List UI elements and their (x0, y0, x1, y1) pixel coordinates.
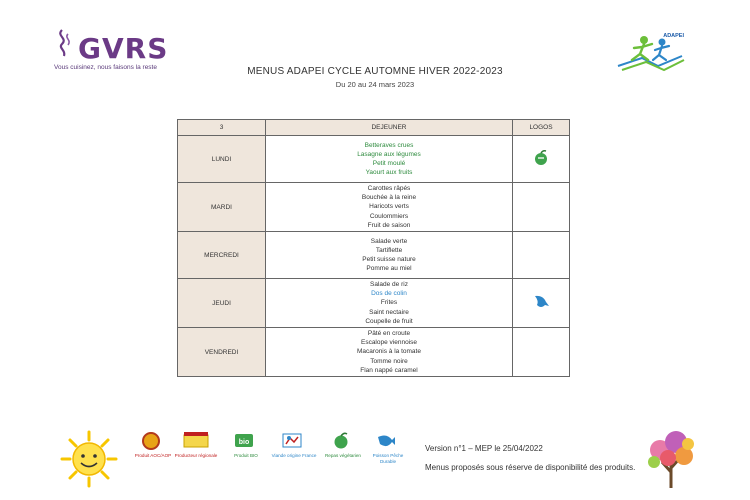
legend-france (271, 431, 317, 458)
dish-item: Salade verte (370, 237, 408, 245)
logo-cell (513, 183, 570, 232)
legend-vegetarian-label: Repas végétarien (324, 453, 361, 458)
dish-item: Betteraves crues (364, 141, 414, 149)
vegetarian-apple-icon (532, 162, 550, 169)
dish-item: Pâté en croute (367, 330, 411, 338)
bio-icon (233, 431, 255, 451)
page-title: MENUS ADAPEI CYCLE AUTOMNE HIVER 2022-2023 (247, 66, 503, 77)
logo-cell (513, 279, 570, 328)
dish-item: Haricots verts (369, 203, 409, 211)
legend-regional (174, 431, 218, 458)
dish-item: Carottes râpés (367, 185, 411, 192)
fish-icon (375, 431, 397, 451)
dish-item: Frites (380, 299, 398, 307)
steam-swirl-icon (54, 28, 76, 58)
legend-aop-label: Produit AOC/AOP (134, 453, 172, 458)
dish-list (266, 183, 513, 232)
legend-bio-label: Produit BIO (234, 453, 258, 458)
dish-item: Lasagne aux légumes (357, 150, 421, 158)
day-label: MARDI (178, 183, 266, 232)
partner-name: ADAPEI (663, 33, 684, 39)
legend-fish-label: Poisson Pêche Durable (372, 453, 404, 464)
availability-note: Menus proposés sous réserve de disponibilité des produits. (425, 463, 636, 472)
menu-row-lundi (178, 136, 570, 183)
autumn-tree-icon (642, 428, 700, 490)
legend-aop (134, 431, 172, 458)
svg-text:bio: bio (238, 439, 250, 446)
legend-regional-label: Producteur régionale (174, 453, 218, 458)
day-label: JEUDI (178, 279, 266, 328)
vegetarian-icon (330, 431, 352, 451)
brand-name: GVRS (78, 32, 169, 65)
france-meat-icon (281, 431, 303, 451)
brand-tagline: Vous cuisinez, nous faisons la reste (54, 64, 157, 71)
dish-item: Macaronis à la tomate (357, 348, 421, 356)
sun-icon (60, 430, 118, 488)
dish-item: Petit suisse nature (362, 256, 416, 264)
dish-item: Coupelle de fruit (365, 317, 413, 325)
day-label: VENDREDI (178, 328, 266, 377)
sustainable-fish-icon (531, 306, 551, 313)
dish-item: Bouchée à la reine (361, 194, 417, 202)
dish-item: Dos de colin (371, 290, 407, 298)
dish-item: Tomme noire (370, 357, 408, 365)
aop-icon (140, 431, 162, 451)
dish-item: Fruit de saison (367, 221, 411, 229)
dish-list (266, 279, 513, 328)
legend-fish (372, 431, 404, 464)
logo-cell (513, 136, 570, 183)
menu-row-jeudi (178, 279, 570, 328)
header-week-number: 3 (178, 120, 266, 136)
legend-vegetarian (324, 431, 361, 458)
menu-row-vendredi (178, 328, 570, 377)
dish-item: Yaourt aux fruits (365, 169, 413, 177)
menu-row-mardi (178, 183, 570, 232)
dish-item: Tartiflette (375, 246, 403, 254)
dish-item: Pomme au miel (366, 265, 412, 273)
dish-item: Escalope viennoise (360, 339, 417, 347)
dish-item: Flan nappé caramel (360, 366, 418, 374)
dish-list (266, 232, 513, 279)
legend-france-label: Viande origine France (271, 453, 317, 458)
legend-bio (233, 431, 258, 458)
page-subtitle: Du 20 au 24 mars 2023 (335, 80, 415, 89)
dish-item: Salade de riz (370, 281, 408, 289)
version-text: Version n°1 – MEP le 25/04/2022 (425, 444, 543, 453)
header-logos: LOGOS (513, 120, 570, 136)
regional-icon (183, 431, 209, 451)
menu-table (177, 119, 570, 377)
header-meal: DEJEUNER (266, 120, 513, 136)
dish-list (266, 136, 513, 183)
logo-cell (513, 328, 570, 377)
menu-row-mercredi (178, 232, 570, 279)
logo-cell (513, 232, 570, 279)
day-label: LUNDI (178, 136, 266, 183)
day-label: MERCREDI (178, 232, 266, 279)
dish-item: Saint nectaire (369, 308, 409, 316)
dish-list (266, 328, 513, 377)
dish-item: Petit moulé (372, 160, 406, 167)
dish-item: Coulommiers (369, 212, 409, 220)
